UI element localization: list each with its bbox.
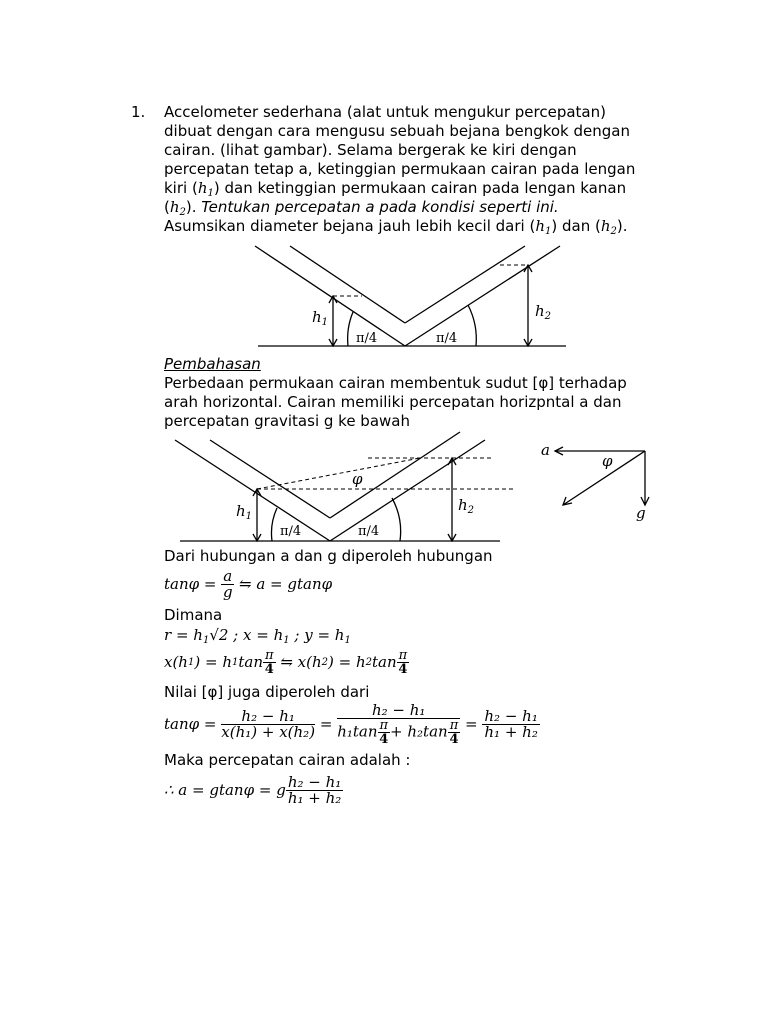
vector-g-label: g — [636, 504, 646, 522]
solution-heading: Pembahasan — [164, 355, 261, 373]
figure-2-angle-right: π/4 — [358, 524, 380, 539]
derivation-text-2: Dimana — [164, 606, 223, 624]
figure-2-angle-left: π/4 — [280, 524, 302, 539]
problem-line-2: dibuat dengan cara mengusu sebuah bejana bengkok dengan — [164, 122, 630, 140]
solution-line-2: arah horizontal. Cairan memiliki percepatan horizpntal a dan — [164, 393, 622, 411]
figure-2-h1-label: $h_1$ — [236, 502, 253, 522]
vector-phi-label: φ — [602, 452, 613, 470]
problem-line-3: cairan. (lihat gambar). Selama bergerak ke kiri dengan — [164, 141, 577, 159]
equation-1: tanφ = $\frac{a}{g}$ ⇋ a = gtanφ — [164, 566, 333, 601]
problem-line-5: kiri $(h_1)$ dan ketinggian permukaan cairan pada lengan kanan — [164, 179, 627, 199]
problem-line-6: $(h_2)$. Tentukan percepatan a pada kondisi seperti ini. — [164, 198, 559, 218]
problem-line-4: percepatan tetap a, ketinggian permukaan cairan pada lengan — [164, 160, 636, 178]
figure-2-h2-label: $h_2$ — [458, 496, 475, 516]
solution-line-3: percepatan gravitasi g ke bawah — [164, 412, 410, 430]
solution-line-1: Perbedaan permukaan cairan membentuk sudut [φ] terhadap — [164, 374, 627, 392]
derivation-text-3: Nilai [φ] juga diperoleh dari — [164, 683, 370, 701]
derivation-text-1: Dari hubungan a dan g diperoleh hubungan — [164, 547, 493, 565]
figure-1-h2-label: $h_2$ — [535, 302, 552, 322]
problem-line-1: Accelometer sederhana (alat untuk mengukur percepatan) — [164, 103, 606, 121]
problem-line-7: Asumsikan diameter bejana jauh lebih kecil dari $(h_1)$ dan $(h_2)$. — [164, 217, 628, 237]
derivation-text-4: Maka percepatan cairan adalah : — [164, 751, 411, 769]
figure-1-h1-label: $h_1$ — [312, 308, 329, 328]
equation-3: x(h 1 ) = h 1 tan $\frac{\pi}{4}$ ⇋ x(h 2 ) = h 2 tan $\frac{\pi}{4}$ — [164, 647, 408, 677]
equation-5: ∴ a = gtanφ = g $\frac{\text{h₂ − h₁}}{\text{h₁ + h₂}}$ — [164, 772, 342, 807]
figure-1-angle-left: π/4 — [356, 331, 378, 346]
vector-a-label: a — [541, 441, 550, 459]
problem-number: 1. — [131, 103, 146, 121]
figure-2-phi-label: φ — [352, 470, 363, 488]
equation-2: $r = h_1√2$ ; $x = h_1$ ; $y = h_1$ — [164, 626, 351, 646]
equation-4: tanφ = $\frac{\text{h₂ − h₁}}{\text{x(h₁) + x(h₂)}}$ = h₂ − h₁ h₁tan $\frac{\pi}{4}$ + h₂tan $\frac{\pi}{4}$ = $\frac{\text{h₂ − h₁}}{\text{h₁ + h₂}}$ — [164, 700, 538, 747]
figure-1-angle-right: π/4 — [436, 331, 458, 346]
